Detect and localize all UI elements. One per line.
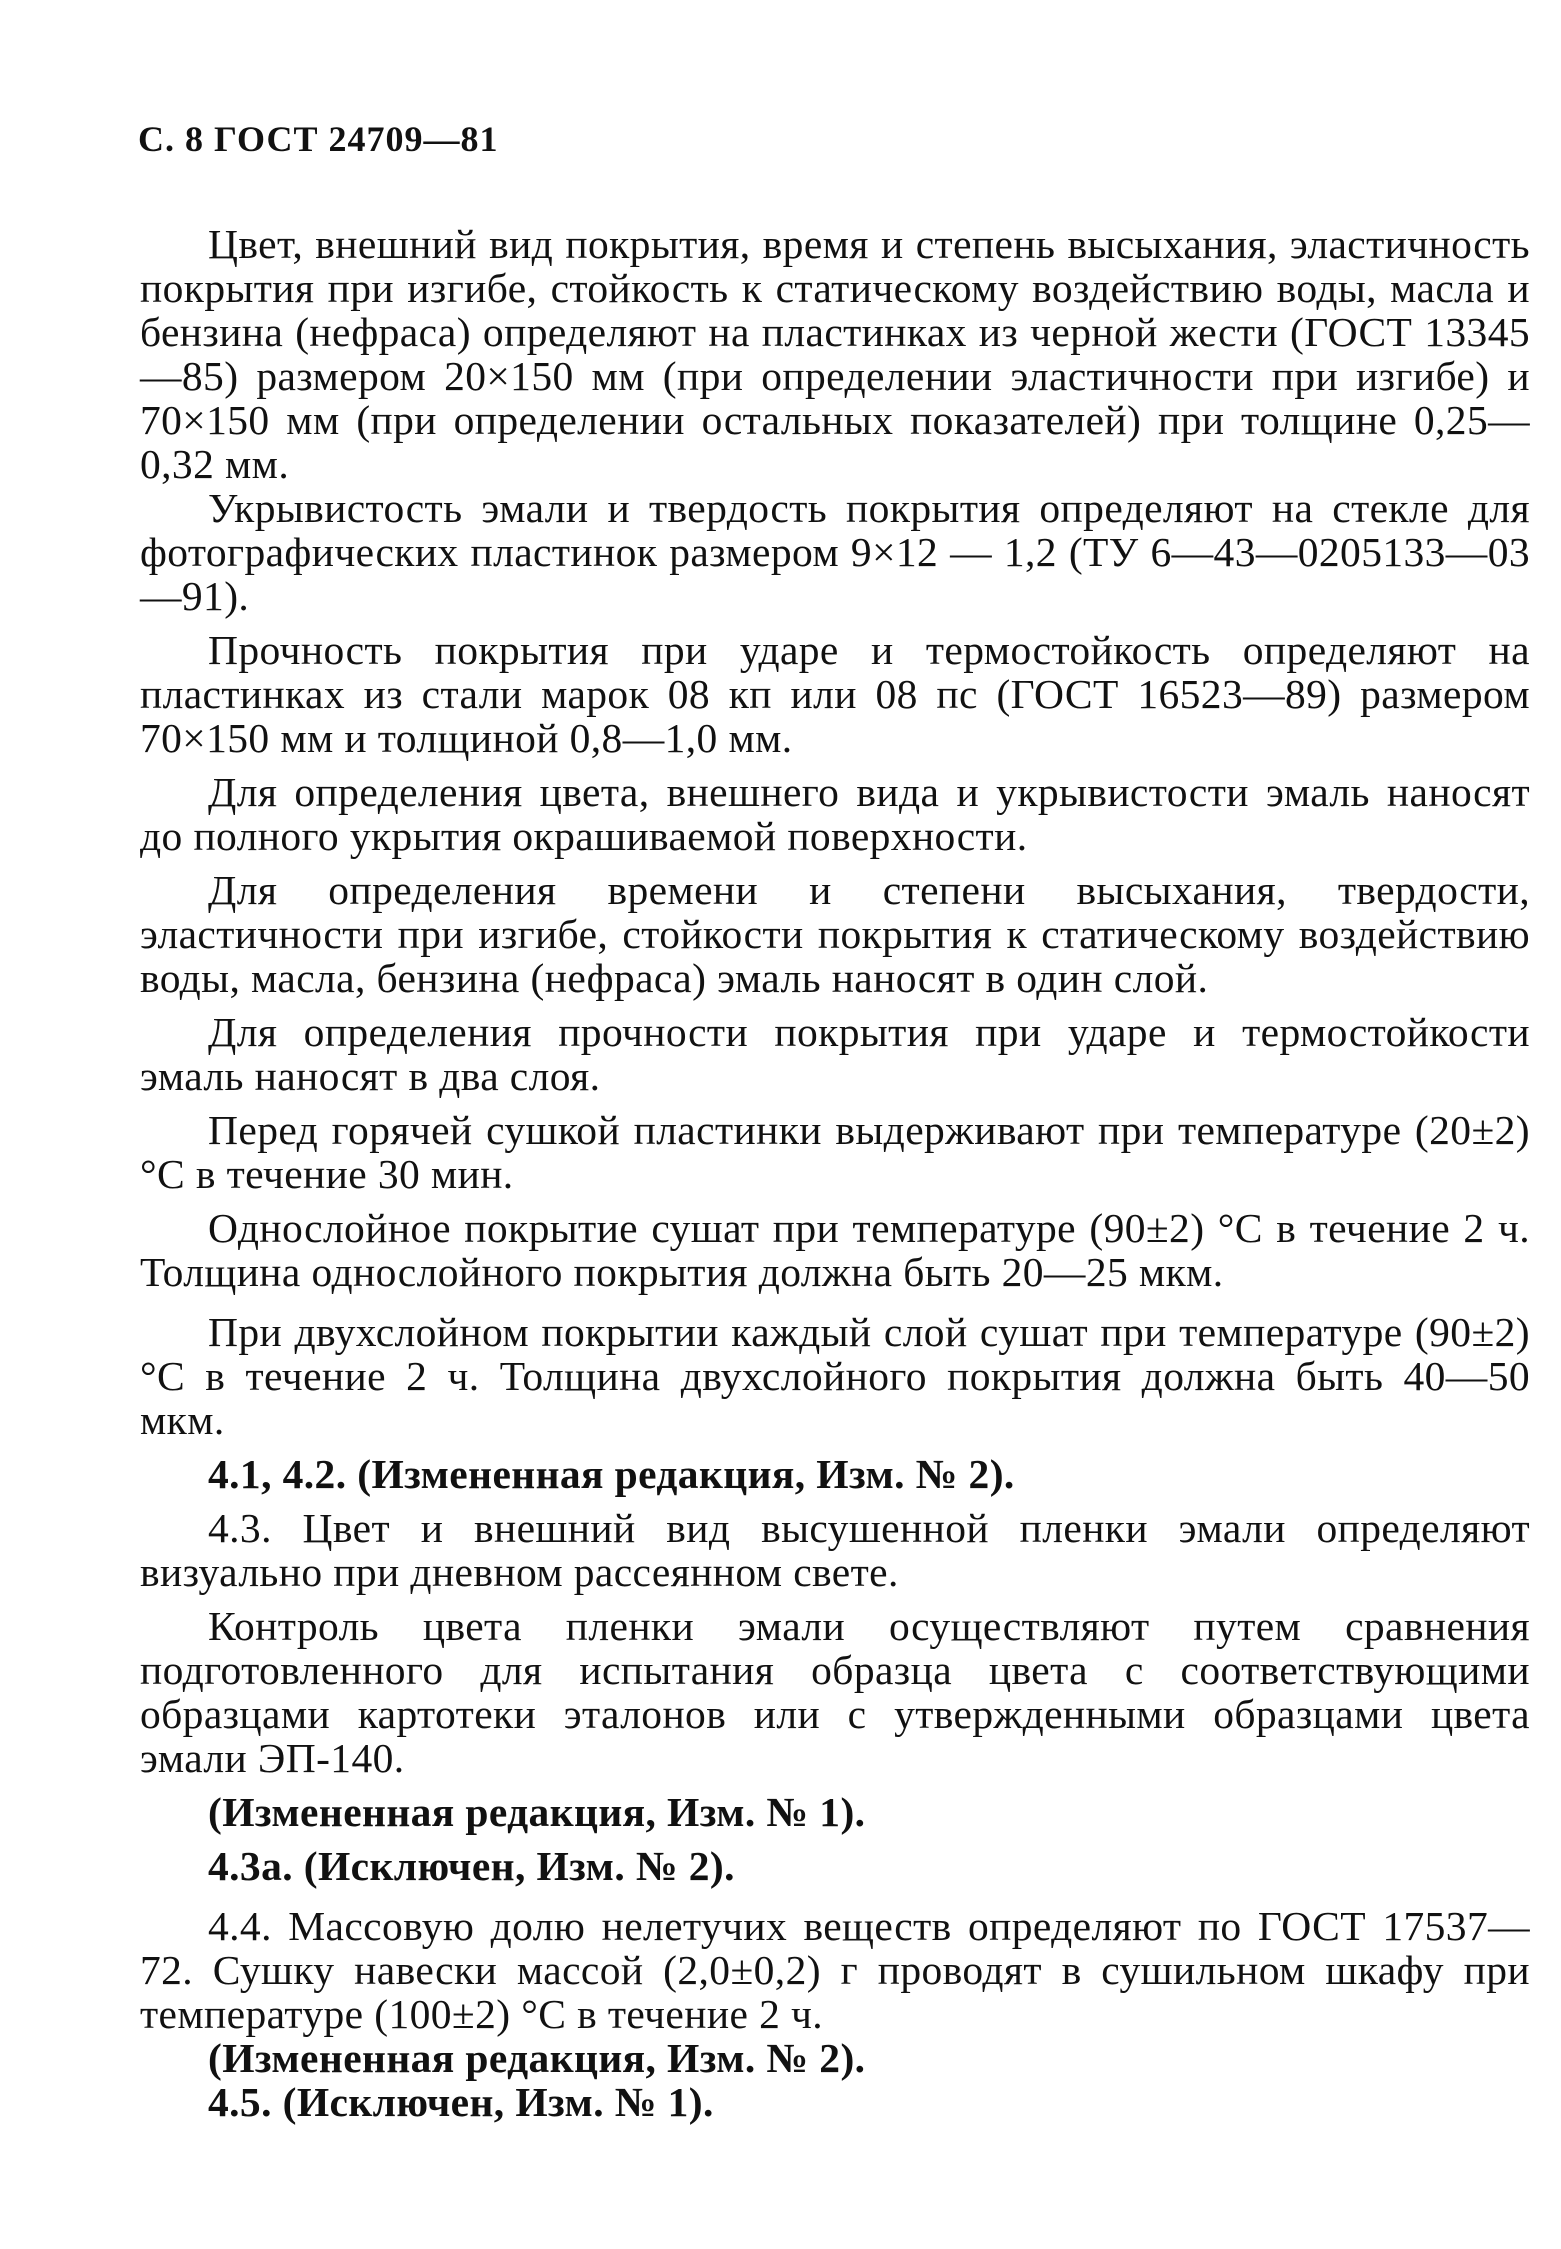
amendment-note-2: (Измененная редакция, Изм. № 2). (208, 2035, 866, 2081)
section-4-3a: 4.3а. (Исключен, Изм. № 2). (208, 1843, 735, 1889)
document-body (140, 222, 1530, 2124)
paragraph-impact-strength: Прочность покрытия при ударе и термостойкость определяют на пластинках из стали марок 08 кп или 08 пс (ГОСТ 16523—89) размером 70×150 мм и толщиной 0,8—1,0 мм. (140, 627, 1530, 761)
section-4-5: 4.5. (Исключен, Изм. № 1). (208, 2079, 714, 2125)
amendment-note-1: (Измененная редакция, Изм. № 1). (208, 1789, 866, 1835)
paragraph-4-4: 4.4. Массовую долю нелетучих веществ определяют по ГОСТ 17537—72. Сушку навески массой (2,0±0,2) г проводят в сушильном шкафу при температуре (100±2) °С в течение 2 ч. (140, 1903, 1530, 2037)
paragraph-drying-time: Для определения времени и степени высыхания, твердости, эластичности при изгибе, стойкости покрытия к статическому воздействию воды, масла, бензина (нефраса) эмаль наносят в один слой. (140, 867, 1530, 1001)
amendment-note-4-1: 4.1, 4.2. (Измененная редакция, Изм. № 2). (208, 1451, 1015, 1497)
paragraph-color-control: Контроль цвета пленки эмали осуществляют путем сравнения подготовленного для испытания образца цвета с соответствующими образцами картотеки эталонов или с утвержденными образцами цвета эмали ЭП-140. (140, 1603, 1530, 1781)
paragraph-color-application: Для определения цвета, внешнего вида и укрывистости эмаль наносят до полного укрытия окрашиваемой поверхности. (140, 769, 1530, 859)
paragraph-double-layer: При двухслойном покрытии каждый слой сушат при температуре (90±2) °С в течение 2 ч. Толщина двухслойного покрытия должна быть 40—50 мкм. (140, 1309, 1530, 1443)
paragraph-hiding-power: Укрывистость эмали и твердость покрытия определяют на стекле для фотографических пластинок размером 9×12 — 1,2 (ТУ 6—43—0205133—03—91). (140, 485, 1530, 619)
paragraph-two-layers: Для определения прочности покрытия при ударе и термостойкости эмаль наносят в два слоя. (140, 1009, 1530, 1099)
paragraph-single-layer: Однослойное покрытие сушат при температуре (90±2) °С в течение 2 ч. Толщина однослойного покрытия должна быть 20—25 мкм. (140, 1205, 1530, 1295)
page-header: С. 8 ГОСТ 24709—81 (138, 119, 499, 159)
paragraph-sample-preparation: Цвет, внешний вид покрытия, время и степень высыхания, эластичность покрытия при изгибе, стойкость к статическому воздействию воды, масла и бензина (нефраса) определяют на пластинках из черной жести (ГОСТ 13345—85) размером 20×150 мм (при определении эластичности при изгибе) и 70×150 мм (при определении остальных показателей) при толщине 0,25—0,32 мм. (140, 221, 1530, 487)
paragraph-pre-drying: Перед горячей сушкой пластинки выдерживают при температуре (20±2) °С в течение 30 мин. (140, 1107, 1530, 1197)
paragraph-4-3: 4.3. Цвет и внешний вид высушенной пленки эмали определяют визуально при дневном рассеянном свете. (140, 1505, 1530, 1595)
